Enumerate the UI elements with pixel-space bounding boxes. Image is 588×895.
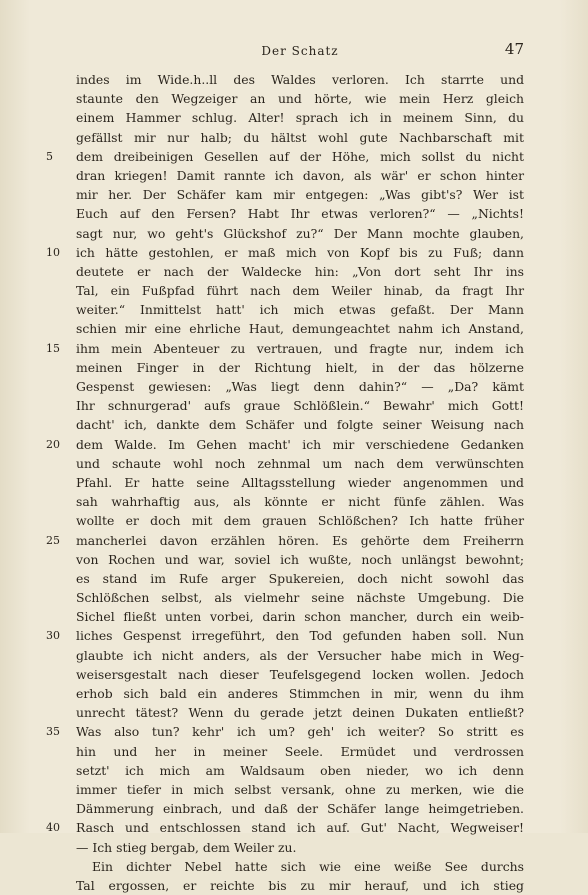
text-line (76, 607, 524, 626)
line-text: Sichel fließt unten vorbei, darin schon mancher, durch ein weib- (76, 609, 524, 625)
text-line (46, 339, 524, 358)
text-line (46, 626, 524, 645)
line-text: weisersgestalt nach dieser Teufelsgegend locken wollen. Jedoch (76, 666, 524, 682)
line-text: ihm mein Abenteuer zu vertrauen, und fragte nur, indem ich (76, 340, 524, 356)
text-line (76, 684, 524, 703)
text-line (76, 128, 524, 147)
line-text: Euch auf den Fersen? Habt Ihr etwas verloren?“ — „Nichts! (76, 206, 524, 222)
line-text: hin und her in meiner Seele. Ermüdet und verdrossen (76, 743, 524, 759)
text-line (76, 703, 524, 722)
line-text: glaubte ich nicht anders, als der Versucher habe mich in Weg- (76, 647, 524, 663)
text-line (76, 473, 524, 492)
text-line (76, 569, 524, 588)
line-text: unrecht tätest? Wenn du gerade jetzt deinen Dukaten entließt? (76, 705, 524, 721)
text-line (76, 358, 524, 377)
line-text: Rasch und entschlossen stand ich auf. Gut' Nacht, Wegweiser! (76, 820, 524, 836)
text-line (76, 89, 524, 108)
text-line (46, 147, 524, 166)
line-text: — Ich stieg bergab, dem Weiler zu. (76, 839, 297, 855)
text-line (76, 300, 524, 319)
text-line (46, 243, 524, 262)
text-line (46, 818, 524, 837)
line-text: setzt' ich mich am Waldsaum oben nieder, wo ich denn (76, 762, 524, 778)
line-text: dacht' ich, dankte dem Schäfer und folgte seiner Weisung nach (76, 417, 524, 433)
text-line (76, 70, 524, 89)
line-text: mancherlei davon erzählen hören. Es gehörte dem Freiherrn (76, 532, 524, 548)
body-text (46, 70, 524, 895)
line-text: Tal ergossen, er reichte bis zu mir herauf, und ich stieg (76, 877, 524, 893)
line-number: 5 (46, 149, 53, 163)
text-line (76, 224, 524, 243)
line-number: 20 (46, 437, 60, 451)
line-number: 25 (46, 533, 60, 547)
line-text: deutete er nach der Waldecke hin: „Von dort seht Ihr ins (76, 263, 524, 279)
page-number: 47 (504, 40, 524, 58)
line-number: 15 (46, 341, 60, 355)
running-title: Der Schatz (261, 44, 339, 58)
text-line (76, 492, 524, 511)
text-line (76, 646, 524, 665)
text-line (76, 281, 524, 300)
text-line (76, 588, 524, 607)
line-text: erhob sich bald ein anderes Stimmchen in mir, wenn du ihm (76, 686, 524, 701)
line-text: ich hätte gestohlen, er maß mich von Kopf bis zu Fuß; dann (76, 244, 524, 260)
line-text: Ein dichter Nebel hatte sich wie eine weiße See durchs (92, 858, 524, 874)
line-text: Dämmerung einbrach, und daß der Schäfer lange heimgetrieben. (76, 801, 524, 817)
text-line (76, 550, 524, 569)
text-line (46, 722, 524, 741)
line-number: 35 (46, 725, 60, 739)
line-text: und schaute wohl noch zehnmal um nach dem verwünschten (76, 455, 524, 471)
text-line (76, 511, 524, 530)
line-text: wollte er doch mit dem grauen Schlößchen? Ich hatte früher (76, 513, 524, 529)
text-line (76, 319, 524, 338)
line-text: meinen Finger in der Richtung hielt, in der das hölzerne (76, 359, 524, 375)
text-line (76, 799, 524, 818)
text-line (76, 415, 524, 434)
line-text: mir her. Der Schäfer kam mir entgegen: „Was gibt's? Wer ist (76, 187, 524, 203)
text-line (76, 857, 524, 876)
line-text: Pfahl. Er hatte seine Alltagsstellung wieder angenommen und (76, 474, 524, 490)
line-text: weiter.“ Inmittelst hatt' ich mich etwas gefaßt. Der Mann (76, 302, 524, 318)
line-text: liches Gespenst irregeführt, den Tod gefunden haben soll. Nun (76, 628, 524, 644)
text-line (76, 761, 524, 780)
text-line (46, 531, 524, 550)
line-number: 10 (46, 245, 60, 259)
text-line (76, 876, 524, 895)
line-text: gefällst mir nur halb; du hältst wohl gute Nachbarschaft mit (76, 129, 524, 145)
text-line (76, 166, 524, 185)
line-text: Tal, ein Fußpfad führt nach dem Weiler hinab, da fragt Ihr (76, 283, 524, 299)
text-line (76, 396, 524, 415)
running-header (76, 40, 524, 60)
line-number: 40 (46, 821, 60, 835)
line-text: indes im Wide.h..ll des Waldes verloren. Ich starrte und (76, 72, 524, 87)
text-line (76, 262, 524, 281)
text-line (76, 108, 524, 127)
text-line (76, 454, 524, 473)
line-text: sagt nur, wo geht's Glückshof zu?“ Der Mann mochte glauben, (76, 225, 524, 241)
text-line (76, 780, 524, 799)
line-text: Ihr schnurgerad' aufs graue Schlößlein.“ Bewahr' mich Gott! (76, 398, 524, 414)
text-line (76, 838, 524, 857)
line-text: immer tiefer in mich selbst versank, ohne zu merken, wie die (76, 781, 524, 797)
line-text: staunte den Wegzeiger an und hörte, wie mein Herz gleich (76, 91, 524, 107)
line-text: Was also tun? kehr' ich um? geh' ich weiter? So stritt es (76, 724, 524, 740)
line-text: Gespenst gewiesen: „Was liegt denn dahin?“ — „Da? kämt (76, 379, 524, 394)
line-text: dran kriegen! Damit rannte ich davon, als wär' er schon hinter (76, 167, 524, 183)
line-text: schien mir eine ehrliche Haut, demungeachtet nahm ich Anstand, (76, 321, 524, 337)
line-text: von Rochen und war, soviel ich wußte, noch unlängst bewohnt; (76, 551, 524, 567)
line-text: dem dreibeinigen Gesellen auf der Höhe, mich sollst du nicht (76, 148, 524, 164)
line-number: 30 (46, 629, 60, 643)
line-text: es stand im Rufe arger Spukereien, doch nicht sowohl das (76, 570, 524, 586)
line-text: Schlößchen selbst, als vielmehr seine nächste Umgebung. Die (76, 590, 524, 606)
text-line (76, 665, 524, 684)
text-line (76, 204, 524, 223)
line-text: sah wahrhaftig aus, als könnte er nicht fünfe zählen. Was (76, 494, 524, 510)
line-text: dem Walde. Im Gehen macht' ich mir verschiedene Gedanken (76, 436, 524, 452)
text-line (76, 377, 524, 396)
text-line (46, 435, 524, 454)
line-text: einem Hammer schlug. Alter! sprach ich in meinem Sinn, du (76, 110, 524, 126)
text-line (76, 742, 524, 761)
text-line (76, 185, 524, 204)
